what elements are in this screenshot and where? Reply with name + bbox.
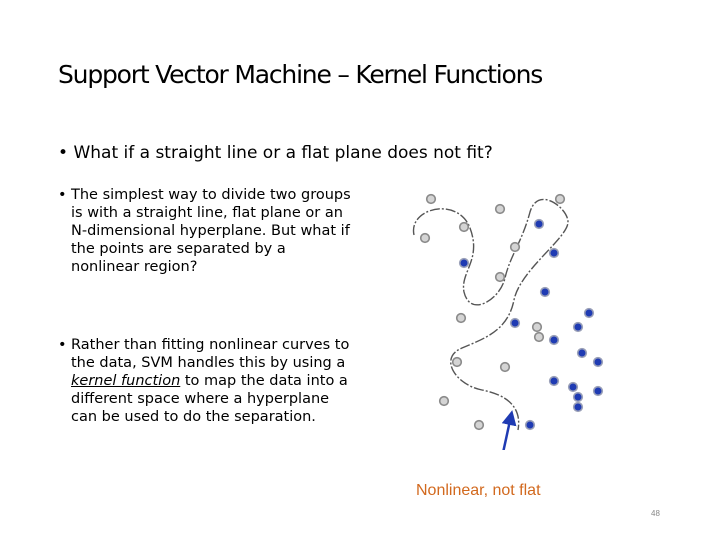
blue-class-point [535,220,544,229]
blue-class-point [594,358,603,367]
caption-arrow [496,416,511,450]
gray-class-point [533,323,542,332]
gray-class-point [511,243,520,252]
gray-class-point [453,358,462,367]
blue-class-point [569,383,578,392]
blue-class-point [574,403,583,412]
kernel-function-link[interactable]: kernel function [71,373,181,389]
gray-class-point [496,273,505,282]
blue-class-point [511,319,520,328]
nonlinear-boundary-curve [414,199,568,430]
main-bullet-text: What if a straight line or a flat plane does not fit? [73,143,493,163]
data-points [421,195,603,430]
blue-class-point [550,377,559,386]
blue-class-point [574,323,583,332]
gray-class-point [440,397,449,406]
bullet-simplest-way [58,186,358,276]
bullet-symbol: • [58,143,69,163]
nonlinear-separation-figure [400,180,620,450]
blue-class-point [460,259,469,268]
bullet-kernel-function [58,336,358,426]
page-number: 48 [651,509,660,518]
bullet-symbol: • [58,337,67,353]
gray-class-point [427,195,436,204]
blue-class-point [550,249,559,258]
blue-class-point [541,288,550,297]
slide-title: Support Vector Machine – Kernel Functions [58,60,543,89]
bullet-text-start: Rather than fitting nonlinear curves to the data, SVM handles this by using a [71,337,350,371]
gray-class-point [421,234,430,243]
bullet-symbol: • [58,187,67,203]
gray-class-point [501,363,510,372]
blue-class-point [594,387,603,396]
bullet-text [58,336,358,426]
blue-class-point [550,336,559,345]
blue-class-point [526,421,535,430]
gray-class-point [556,195,565,204]
gray-class-point [496,205,505,214]
figure-caption: Nonlinear, not flat [416,482,541,499]
blue-class-point [578,349,587,358]
gray-class-point [535,333,544,342]
main-bullet [58,143,493,163]
blue-class-point [585,309,594,318]
bullet-text: The simplest way to divide two groups is with a straight line, flat plane or an N-dimensional hyperplane. But what if the points are separated by a nonlinear region? [71,187,351,275]
blue-class-point [574,393,583,402]
gray-class-point [460,223,469,232]
gray-class-point [475,421,484,430]
gray-class-point [457,314,466,323]
bullet-text-end: to map the data into a different space where a hyperplane can be used to do the separation. [71,373,348,425]
